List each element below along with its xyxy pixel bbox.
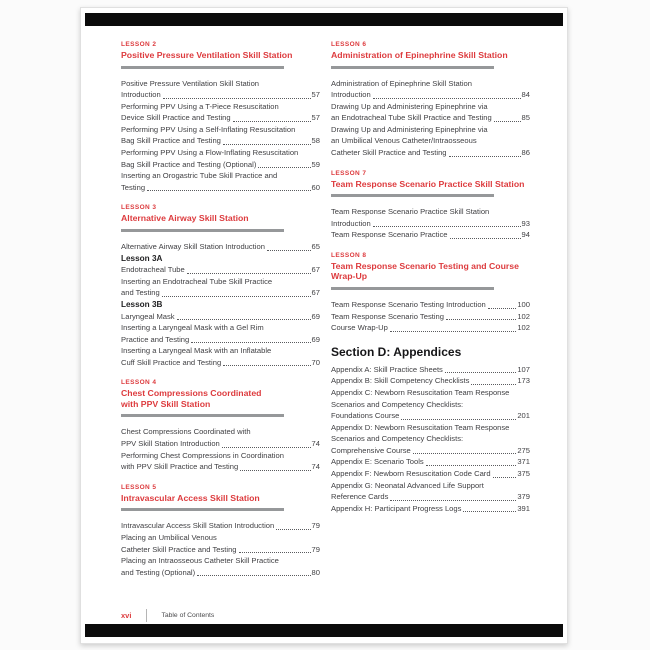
toc-entry <box>331 311 530 323</box>
toc-entry-line: with PPV Skill Practice and Testing 74 <box>121 462 320 472</box>
dot-leader <box>390 491 516 501</box>
page-ref-number: 93 <box>521 218 530 228</box>
toc-entry-line: an Endotracheal Tube Skill Practice and Testing 85 <box>331 113 530 123</box>
toc-entry-line: Inserting a Laryngeal Mask with a Gel Rim <box>121 323 264 333</box>
toc-entry <box>331 322 530 334</box>
lesson-title: Alternative Airway Skill Station <box>121 213 249 224</box>
page-ref-number: 375 <box>517 469 530 479</box>
page-ref-number: 57 <box>311 90 320 100</box>
bottom-edge-bar <box>85 624 563 637</box>
toc-entry <box>121 264 320 276</box>
dot-leader <box>222 438 311 448</box>
toc-entry-line: Catheter Skill Practice and Testing 79 <box>121 544 320 554</box>
dot-leader <box>401 410 516 420</box>
page-ref-number: 173 <box>517 376 530 386</box>
toc-section-appendices <box>331 345 530 515</box>
section-rule <box>331 287 494 290</box>
lesson-kicker: LESSON 5 <box>121 483 157 491</box>
dot-leader <box>488 299 517 309</box>
toc-subhead: Lesson 3B <box>121 299 163 309</box>
toc-column-right <box>331 41 530 589</box>
dot-leader <box>449 147 521 157</box>
page-ref-number: 102 <box>517 311 530 321</box>
page-ref-number: 70 <box>311 357 320 367</box>
lesson-title: Administration of Epinephrine Skill Station <box>331 50 508 60</box>
dot-leader <box>223 357 310 367</box>
dot-leader <box>163 89 311 99</box>
page-ref-number: 69 <box>311 311 320 321</box>
toc-entry <box>331 124 530 159</box>
toc-entry-line: Appendix F: Newborn Resuscitation Code Card 375 <box>331 469 530 479</box>
dot-leader <box>413 445 517 455</box>
dot-leader <box>177 311 311 321</box>
dot-leader <box>445 364 516 374</box>
lesson-kicker: LESSON 8 <box>331 251 367 259</box>
toc-section-lesson-6 <box>331 41 530 159</box>
toc-entry-line: Appendix B: Skill Competency Checklists 173 <box>331 376 530 386</box>
toc-entry <box>121 241 320 253</box>
toc-entry <box>331 422 530 457</box>
toc-entry-line: Cuff Skill Practice and Testing 70 <box>121 357 320 367</box>
dot-leader <box>373 89 521 99</box>
toc-subhead: Lesson 3A <box>121 253 163 263</box>
toc-entry-line: Intravascular Access Skill Station Introduction 79 <box>121 521 320 531</box>
lesson-kicker: LESSON 4 <box>121 379 157 387</box>
toc-entry-line: Inserting an Orogastric Tube Skill Practice and <box>121 171 278 181</box>
dot-leader <box>267 241 311 251</box>
toc-content <box>121 41 529 589</box>
toc-section-lesson-7 <box>331 170 530 241</box>
toc-entry-line: Scenarios and Competency Checklists: <box>331 434 464 444</box>
toc-entry-line: and Testing 67 <box>121 288 320 298</box>
toc-entry <box>121 276 320 299</box>
dot-leader <box>197 567 310 577</box>
toc-entry <box>121 555 320 578</box>
toc-page <box>80 7 568 644</box>
dot-leader <box>463 503 516 513</box>
toc-entry <box>121 322 320 345</box>
toc-entry-line: Bag Skill Practice and Testing (Optional) 59 <box>121 159 320 169</box>
page-ref-number: 371 <box>517 457 530 467</box>
page-ref-number: 65 <box>311 241 320 251</box>
toc-entry <box>121 124 320 147</box>
page-ref-number: 102 <box>517 323 530 333</box>
page-ref-number: 86 <box>521 148 530 158</box>
toc-entry <box>331 468 530 480</box>
page-ref-number: 94 <box>521 230 530 240</box>
page-ref-number: 74 <box>311 462 320 472</box>
dot-leader <box>187 264 311 274</box>
toc-entry-line: Introduction 84 <box>331 90 530 100</box>
dot-leader <box>239 544 311 554</box>
toc-entry <box>331 456 530 468</box>
toc-entry <box>121 101 320 124</box>
toc-entry-line: Introduction 93 <box>331 218 530 228</box>
toc-entry <box>331 387 530 422</box>
toc-entry <box>331 78 530 101</box>
footer-divider <box>146 609 147 622</box>
page-ref-number: 85 <box>521 113 530 123</box>
page-number-folio: xvi <box>121 610 132 620</box>
toc-entry <box>121 311 320 323</box>
lesson-title: Chest Compressions Coordinated with PPV Skill Station <box>121 388 262 409</box>
dot-leader <box>276 520 310 530</box>
toc-entry-line: an Umbilical Venous Catheter/Intraosseous <box>331 136 477 146</box>
toc-entry-line: PPV Skill Station Introduction 74 <box>121 439 320 449</box>
toc-entry-line: Positive Pressure Ventilation Skill Station <box>121 78 260 88</box>
toc-entry-line: Bag Skill Practice and Testing 58 <box>121 136 320 146</box>
toc-entry <box>121 78 320 101</box>
toc-entry-line: Reference Cards 379 <box>331 492 530 502</box>
toc-entry <box>121 426 320 449</box>
dot-leader <box>223 135 311 145</box>
dot-leader <box>390 322 516 332</box>
page-ref-number: 58 <box>311 136 320 146</box>
toc-section-lesson-4 <box>121 379 320 472</box>
dot-leader <box>147 182 310 192</box>
toc-section-lesson-5 <box>121 484 320 578</box>
toc-entry-line: Testing 60 <box>121 182 320 192</box>
toc-entry-line: Appendix H: Participant Progress Logs 391 <box>331 503 530 513</box>
lesson-title: Intravascular Access Skill Station <box>121 492 260 503</box>
page-ref-number: 100 <box>517 299 530 309</box>
toc-entry-line: Appendix E: Scenario Tools 371 <box>331 457 530 467</box>
toc-entry-line: Device Skill Practice and Testing 57 <box>121 113 320 123</box>
dot-leader <box>446 311 516 321</box>
toc-entry-line: Drawing Up and Administering Epinephrine via <box>331 101 488 111</box>
toc-entry <box>121 170 320 193</box>
toc-entry <box>331 229 530 241</box>
dot-leader <box>493 468 517 478</box>
toc-entry-line: Course Wrap-Up 102 <box>331 323 530 333</box>
section-rule <box>121 66 284 69</box>
dot-leader <box>240 461 310 471</box>
page-ref-number: 69 <box>311 334 320 344</box>
toc-entry-line: Team Response Scenario Practice 94 <box>331 230 530 240</box>
toc-entry-line: Foundations Course 201 <box>331 411 530 421</box>
toc-entry-line: Alternative Airway Skill Station Introduction 65 <box>121 241 320 251</box>
toc-entry-line: Appendix A: Skill Practice Sheets 107 <box>331 364 530 374</box>
page-ref-number: 107 <box>517 364 530 374</box>
dot-leader <box>258 159 310 169</box>
toc-entry <box>121 450 320 473</box>
page-ref-number: 84 <box>521 90 530 100</box>
toc-section-lesson-3 <box>121 204 320 368</box>
toc-entry-line: and Testing (Optional) 80 <box>121 567 320 577</box>
page-ref-number: 79 <box>311 521 320 531</box>
toc-entry-line: Inserting an Endotracheal Tube Skill Practice <box>121 276 273 286</box>
section-rule <box>121 414 284 417</box>
toc-entry <box>121 345 320 368</box>
dot-leader <box>471 375 516 385</box>
page-ref-number: 67 <box>311 265 320 275</box>
dot-leader <box>162 287 311 297</box>
lesson-kicker: LESSON 2 <box>121 41 157 48</box>
page-ref-number: 391 <box>517 503 530 513</box>
toc-entry-line: Performing PPV Using a Self-Inflating Resuscitation <box>121 124 296 134</box>
toc-entry-line: Appendix C: Newborn Resuscitation Team Response <box>331 387 510 397</box>
toc-entry <box>331 364 530 376</box>
section-rule <box>121 229 284 232</box>
lesson-kicker: LESSON 7 <box>331 169 367 177</box>
toc-entry-line: Placing an Umbilical Venous <box>121 532 217 542</box>
page-ref-number: 79 <box>311 544 320 554</box>
page-ref-number: 275 <box>517 445 530 455</box>
top-edge-bar <box>85 13 563 26</box>
toc-entry-line: Appendix D: Newborn Resuscitation Team Response <box>331 422 510 432</box>
toc-entry-line: Team Response Scenario Testing 102 <box>331 311 530 321</box>
dot-leader <box>494 112 521 122</box>
toc-entry-line: Inserting a Laryngeal Mask with an Inflatable <box>121 346 272 356</box>
toc-entry <box>121 147 320 170</box>
toc-entry-line: Performing PPV Using a Flow-Inflating Resuscitation <box>121 148 299 158</box>
toc-entry <box>331 375 530 387</box>
page-ref-number: 67 <box>311 288 320 298</box>
dot-leader <box>191 334 310 344</box>
page-ref-number: 59 <box>311 159 320 169</box>
toc-entry-line: Drawing Up and Administering Epinephrine via <box>331 124 488 134</box>
section-rule <box>331 66 494 69</box>
dot-leader <box>426 456 517 466</box>
section-rule <box>121 508 284 511</box>
lesson-title: Team Response Scenario Testing and Course Wrap-Up <box>331 260 519 282</box>
toc-entry-line: Team Response Scenario Testing Introduction 100 <box>331 299 530 309</box>
toc-entry-line: Practice and Testing 69 <box>121 334 320 344</box>
dot-leader <box>450 229 521 239</box>
toc-entry <box>331 101 530 124</box>
toc-entry <box>331 480 530 503</box>
toc-entry-line: Scenarios and Competency Checklists: <box>331 399 464 409</box>
toc-entry-line: Performing Chest Compressions in Coordination <box>121 450 284 460</box>
toc-entry-line: Chest Compressions Coordinated with <box>121 427 251 437</box>
lesson-kicker: LESSON 6 <box>331 41 367 48</box>
appendices-heading: Section D: Appendices <box>331 344 462 359</box>
page-ref-number: 80 <box>311 567 320 577</box>
footer-section-label: Table of Contents <box>161 611 215 619</box>
toc-entry-line: Appendix G: Neonatal Advanced Life Support <box>331 480 484 490</box>
toc-entry <box>331 206 530 229</box>
page-ref-number: 60 <box>311 182 320 192</box>
toc-entry-line: Placing an Intraosseous Catheter Skill Practice <box>121 556 279 566</box>
section-rule <box>331 194 494 197</box>
toc-section-lesson-2 <box>121 41 320 193</box>
toc-entry <box>331 299 530 311</box>
toc-entry <box>121 532 320 555</box>
page-ref-number: 379 <box>517 492 530 502</box>
toc-entry-line: Endotracheal Tube 67 <box>121 265 320 275</box>
page-ref-number: 201 <box>517 411 530 421</box>
toc-column-left <box>121 41 320 589</box>
toc-entry-line: Performing PPV Using a T-Piece Resuscitation <box>121 101 279 111</box>
lesson-title: Positive Pressure Ventilation Skill Station <box>121 50 293 60</box>
page-footer <box>121 607 214 623</box>
toc-entry-line: Catheter Skill Practice and Testing 86 <box>331 148 530 158</box>
toc-entry-line: Team Response Scenario Practice Skill Station <box>331 207 490 217</box>
toc-entry <box>331 503 530 515</box>
page-ref-number: 57 <box>311 113 320 123</box>
lesson-kicker: LESSON 3 <box>121 204 157 212</box>
page-ref-number: 74 <box>311 439 320 449</box>
toc-entry-line: Comprehensive Course 275 <box>331 445 530 455</box>
lesson-title: Team Response Scenario Practice Skill Station <box>331 178 525 189</box>
toc-section-lesson-8 <box>331 252 530 334</box>
toc-entry <box>121 520 320 532</box>
toc-entry-line: Introduction 57 <box>121 90 320 100</box>
toc-entry-line: Administration of Epinephrine Skill Station <box>331 78 472 88</box>
toc-entry-line: Laryngeal Mask 69 <box>121 311 320 321</box>
dot-leader <box>373 218 521 228</box>
dot-leader <box>233 112 311 122</box>
